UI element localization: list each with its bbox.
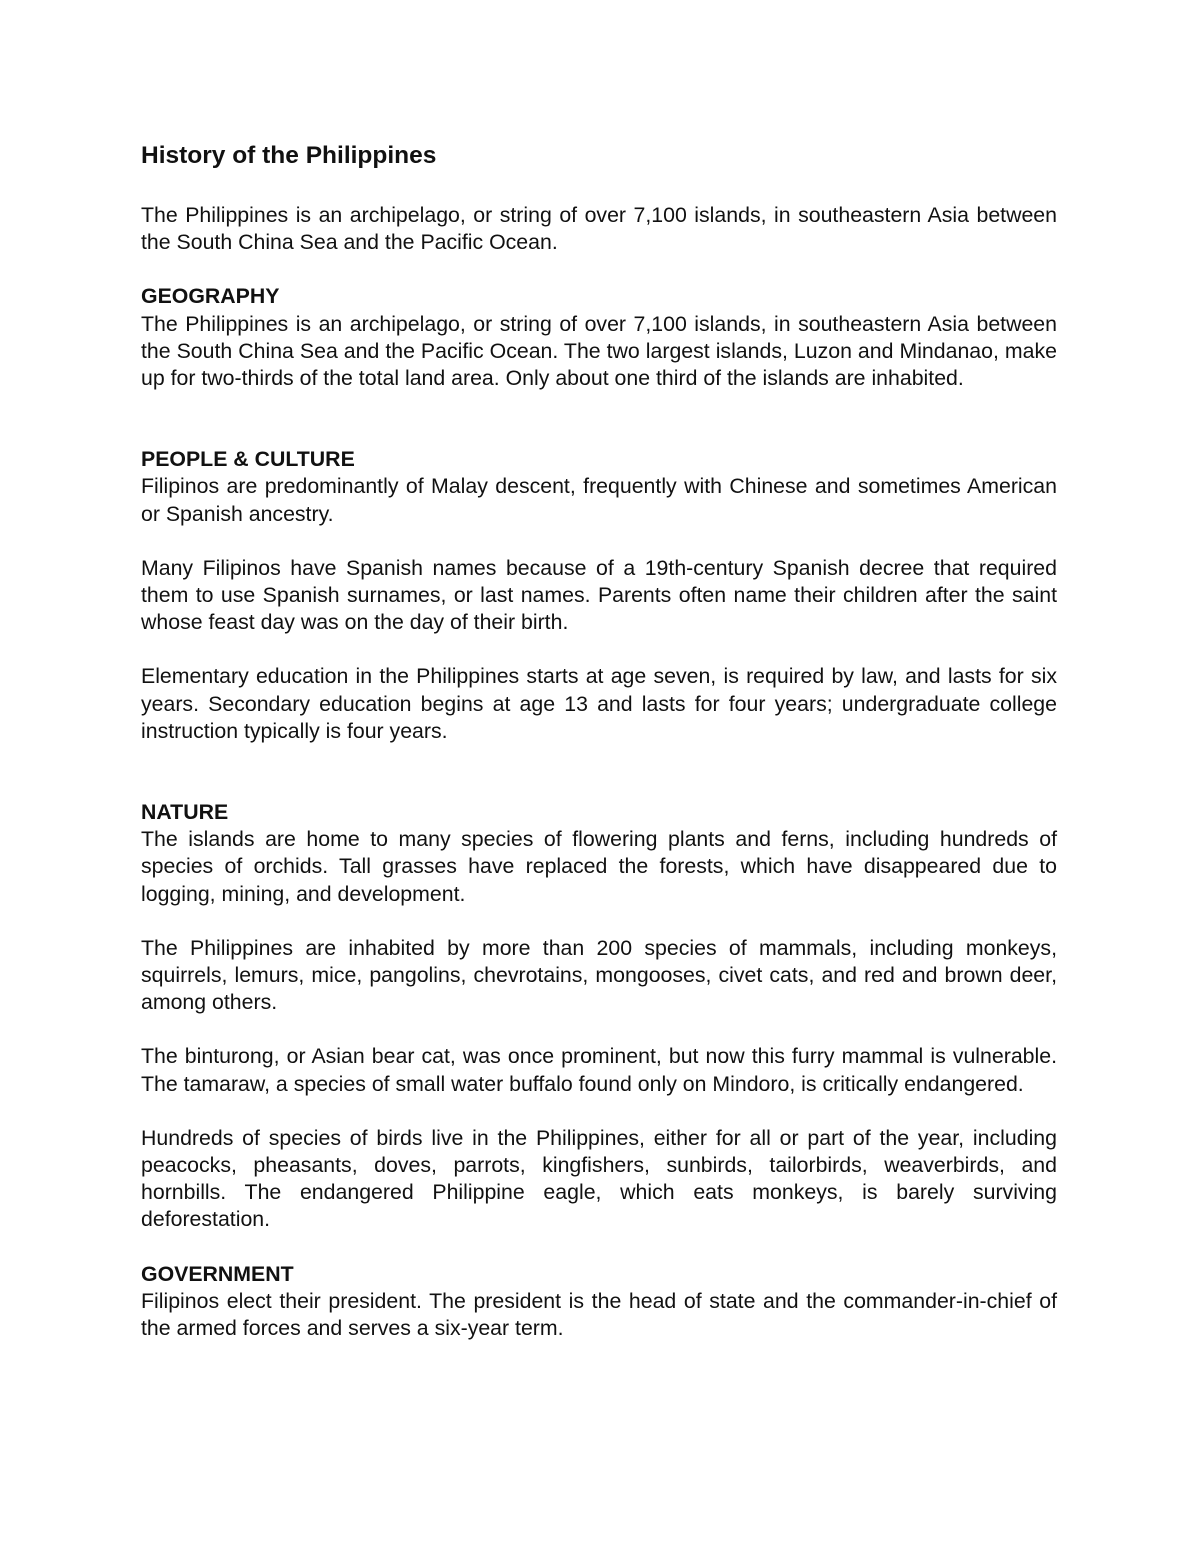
section-paragraph: Filipinos are predominantly of Malay descent, frequently with Chinese and sometimes American or Spanish ancestry.	[141, 474, 1057, 526]
intro-paragraph: The Philippines is an archipelago, or string of over 7,100 islands, in southeastern Asia between the South China Sea and the Pacific Ocean.	[141, 203, 1057, 255]
section-paragraph: The islands are home to many species of flowering plants and ferns, including hundreds of species of orchids. Tall grasses have replaced the forests, which have disappeared due to logging, mining, and development.	[141, 827, 1057, 906]
document-page	[141, 140, 1057, 1342]
section-geography	[141, 283, 1057, 392]
section-paragraph: The binturong, or Asian bear cat, was once prominent, but now this furry mammal is vulnerable. The tamaraw, a species of small water buffalo found only on Mindoro, is critically endangered.	[141, 1044, 1057, 1096]
section-paragraph: Filipinos elect their president. The president is the head of state and the commander-in-chief of the armed forces and serves a six-year term.	[141, 1288, 1057, 1341]
section-heading-nature: NATURE	[141, 800, 229, 825]
section-paragraph: The Philippines are inhabited by more than 200 species of mammals, including monkeys, squirrels, lemurs, mice, pangolins, chevrotains, mongooses, civet cats, and red and brown deer, among others.	[141, 935, 1057, 1015]
section-heading-people-culture: PEOPLE & CULTURE	[141, 447, 355, 472]
section-heading-geography: GEOGRAPHY	[141, 284, 280, 309]
section-paragraph: Many Filipinos have Spanish names because of a 19th-century Spanish decree that required them to use Spanish surnames, or last names. Parents often name their children after the saint whose feast day was on the day of their birth.	[141, 555, 1057, 635]
section-paragraph: Elementary education in the Philippines starts at age seven, is required by law, and lasts for six years. Secondary education begins at age 13 and lasts for four years; undergraduate college instruction typically is four years.	[141, 664, 1057, 743]
section-paragraph: The Philippines is an archipelago, or string of over 7,100 islands, in southeastern Asia between the South China Sea and the Pacific Ocean. The two largest islands, Luzon and Mindanao, make up for two-thirds of the total land area. Only about one third of the islands are inhabited.	[141, 311, 1057, 391]
section-government	[141, 1261, 1057, 1343]
section-people-culture	[141, 446, 1057, 745]
document-title: History of the Philippines	[141, 142, 437, 169]
section-heading-government: GOVERNMENT	[141, 1261, 294, 1286]
section-nature	[141, 799, 1057, 1234]
section-paragraph: Hundreds of species of birds live in the Philippines, either for all or part of the year, including peacocks, pheasants, doves, parrots, kingfishers, sunbirds, tailorbirds, weaverbirds, and hornbills. The endangered Philippine eagle, which eats monkeys, is barely surviving deforestation.	[141, 1125, 1057, 1232]
